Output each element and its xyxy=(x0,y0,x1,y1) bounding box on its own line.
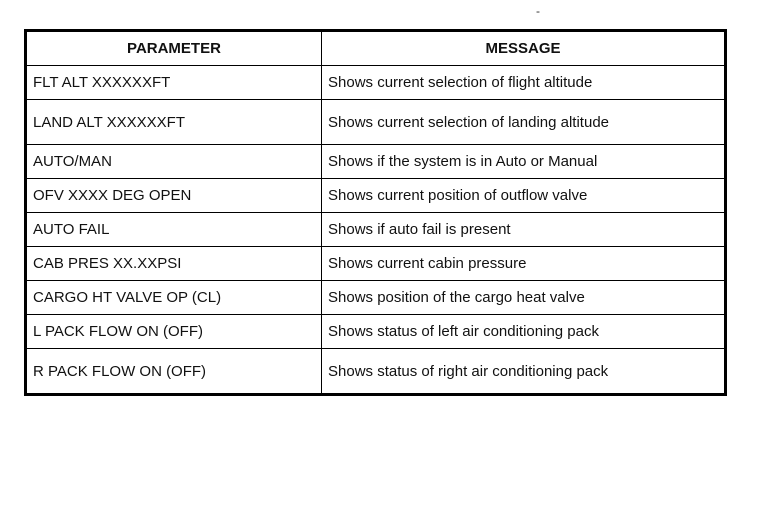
parameter-cell: OFV XXXX DEG OPEN xyxy=(26,179,322,213)
parameter-cell: AUTO/MAN xyxy=(26,145,322,179)
message-cell: Shows if the system is in Auto or Manual xyxy=(322,145,726,179)
message-cell: Shows position of the cargo heat valve xyxy=(322,281,726,315)
message-cell: Shows current cabin pressure xyxy=(322,247,726,281)
table-row xyxy=(26,145,726,179)
message-cell: Shows status of right air conditioning pack xyxy=(322,349,726,395)
parameter-cell: AUTO FAIL xyxy=(26,213,322,247)
table-row xyxy=(26,66,726,100)
column-header-parameter: PARAMETER xyxy=(26,31,322,66)
parameter-cell: L PACK FLOW ON (OFF) xyxy=(26,315,322,349)
top-mark: - xyxy=(536,4,540,18)
message-cell: Shows current selection of landing altitude xyxy=(322,100,726,145)
message-cell: Shows status of left air conditioning pack xyxy=(322,315,726,349)
parameter-cell: CARGO HT VALVE OP (CL) xyxy=(26,281,322,315)
table-row xyxy=(26,315,726,349)
parameter-cell: LAND ALT XXXXXXFT xyxy=(26,100,322,145)
table-row xyxy=(26,100,726,145)
table-row xyxy=(26,247,726,281)
table-row xyxy=(26,213,726,247)
table-row xyxy=(26,281,726,315)
table-header-row xyxy=(26,31,726,66)
table-row xyxy=(26,349,726,395)
parameter-message-table xyxy=(24,29,727,396)
table-row xyxy=(26,179,726,213)
message-cell: Shows current selection of flight altitude xyxy=(322,66,726,100)
parameter-cell: CAB PRES XX.XXPSI xyxy=(26,247,322,281)
parameter-cell: FLT ALT XXXXXXFT xyxy=(26,66,322,100)
parameter-cell: R PACK FLOW ON (OFF) xyxy=(26,349,322,395)
message-cell: Shows current position of outflow valve xyxy=(322,179,726,213)
message-cell: Shows if auto fail is present xyxy=(322,213,726,247)
column-header-message: MESSAGE xyxy=(322,31,726,66)
